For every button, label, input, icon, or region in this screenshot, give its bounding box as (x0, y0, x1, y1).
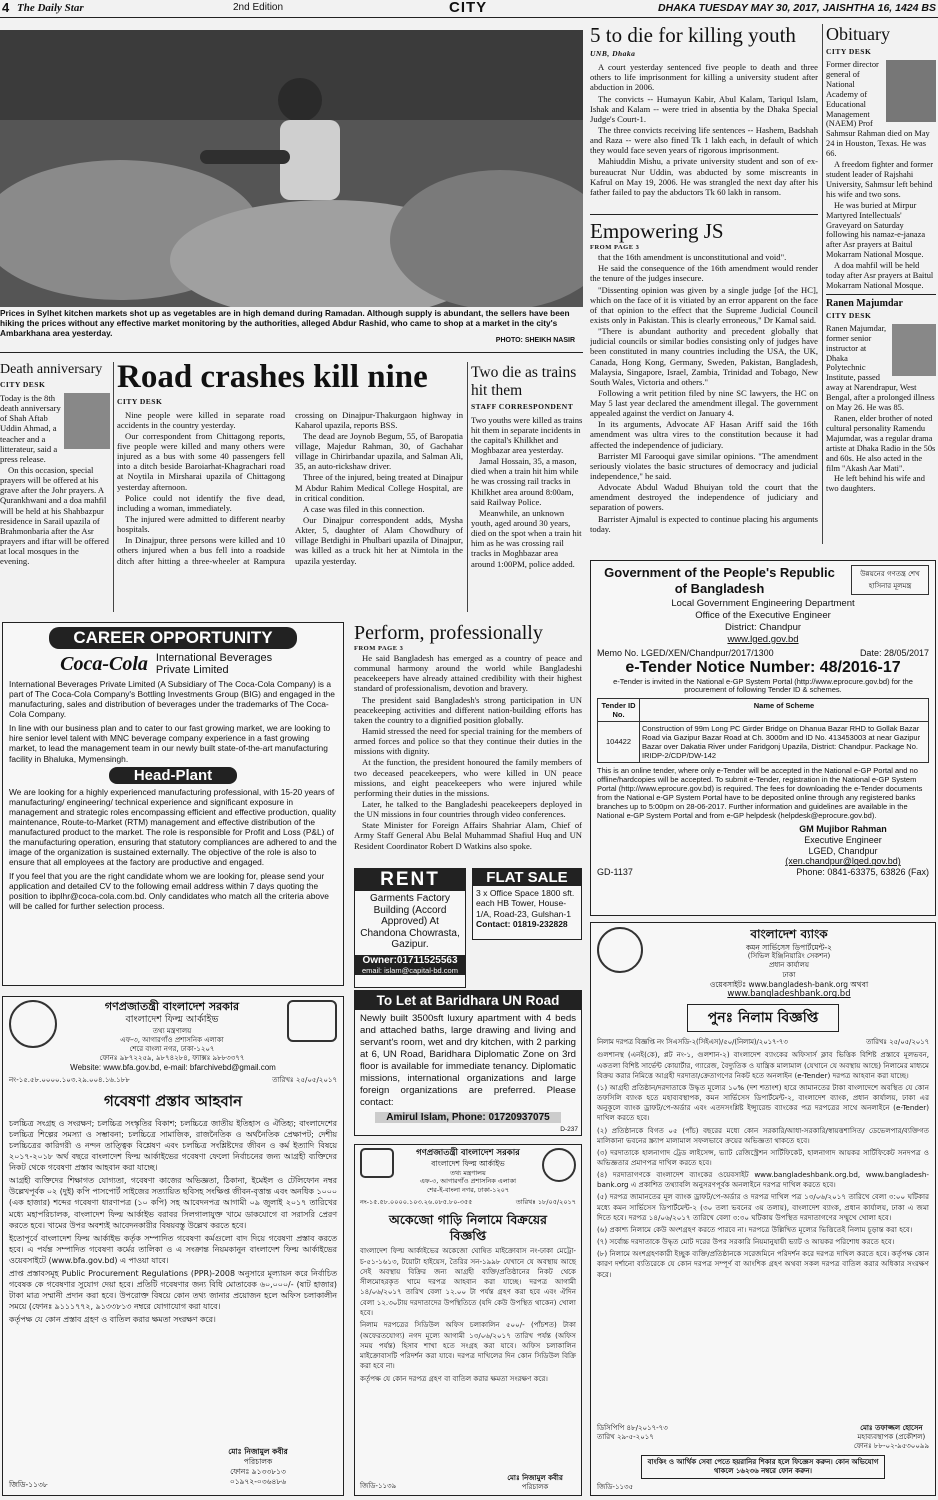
portrait-ranen (892, 324, 936, 376)
bfa2-addr: এফ-৩, আগারগাঁও প্রশাসনিক এলাকা (419, 1177, 517, 1186)
dateline-unb: UNB, Dhaka (590, 49, 636, 59)
para: The convicts -- Humayun Kabir, Abul Kalam, Tariqul Islam, Ishak and Kalam -- were tried in absentia by the Dhaka Special Judge's Court-1. (590, 93, 818, 124)
tender-memo: Memo No. LGED/XEN/Chandpur/2017/1300 (597, 647, 774, 658)
bfa-logo-icon (360, 1148, 394, 1178)
rent-owner: Owner:01711525563 (355, 955, 465, 966)
para: Our correspondent from Chittagong reports, five people were killed and many others were injured as a bus with some 40 passengers fell into a ditch beside Baroiarhat-Khagrachari road at Noytila in Mirsharai upazila of Chittagong yesterday afternoon. (117, 430, 285, 492)
para: He was buried at Mirpur Martyred Intellectuals' Graveyard on Saturday following his namaz-e-janaza after Asr prayers at Baitul Mokarram National Mosque. (826, 200, 926, 260)
para: Advocate Abdul Wadud Bhuiyan told the court that the amendment destroyed the independence of judiciary and separation of powers. (590, 482, 818, 513)
bfa-gov: গণপ্রজাতন্ত্রী বাংলাদেশ সরকার (104, 1000, 240, 1013)
portrait-sahmsur (886, 60, 936, 122)
tender-office (597, 598, 929, 646)
tender-date: Date: 28/05/2017 (859, 647, 929, 658)
sign-line: পরিচালক (521, 1482, 549, 1491)
para: that the 16th amendment is unconstitutional and void". (598, 252, 787, 263)
company-name: International Beverages Private Limited (155, 652, 273, 676)
death-anniv-desk: CITY DESK (0, 380, 46, 389)
bb-city: ঢাকা (782, 970, 796, 979)
bfa-addr: এফ-৩, আগারগাঁও প্রশাসনিক এলাকা (120, 1035, 224, 1044)
edition: 2nd Edition (233, 2, 284, 13)
bfa2-code: জিডি-১১৩৯ (360, 1482, 397, 1490)
flat-text: 3 x Office Space 1800 sft. each HB Tower, House-1/A, Road-23, Gulshan-1 (476, 888, 575, 919)
headline-obituary: Obituary (826, 24, 890, 44)
bangladesh-bank-logo-icon (597, 927, 643, 973)
sign-line: Executive Engineer (804, 834, 882, 845)
para: Meanwhile, an unknown youth, aged around 30 years, died on the spot when a train hit him as he was crossing rail tracks in Moghbazar area around 1:00PM, police added. (471, 507, 582, 569)
career-p4: If you feel that you are the right candidate whom we are looking for, please send your application and detailed CV to the following email address within 7 days quoting the position to ibplhr@coca-cola.com.bd. Only candidates who match all the criteria above will be called for further selection process. (9, 871, 329, 912)
tender-seal: উন্নয়নের গণতন্ত্র শেখ হাসিনার মূলমন্ত্র (851, 565, 929, 595)
bfa2-signature (495, 1474, 575, 1492)
bb-body (597, 1050, 929, 1279)
paper-name: The Daily Star (17, 2, 84, 14)
rule (0, 352, 583, 353)
para: Former director general of National Academy of Educational Management (NAEM) Prof Sahmsur Rahman died on May 24 in Houston, Texas. He was 66. (826, 60, 930, 159)
para: (৫) দরপত্র জামানতের মূল ব্যাংক ড্রাফট/পে-অর্ডার ও দরপত্র দাখিল পত্র ১৩/০৬/২০১৭ তারিখে বেলা ৩:০০ ঘটিকার মধ্যে কমন সার্ভিসেস ডিপার্টমেন্ট-২ (৩০ তলা ভবনের ৩য় তলায়), বাংলাদেশ ব্যাংক, প্রধান কার্যালয়, ঢাকা এ জমা দিতে হবে। দরপত্র ১৪/০৬/২০১৭ তারিখে বেলা ৩:৩০ ঘটিকায় উপস্থিত দরদাতাগণের সম্মুখে খোলা হবে। (597, 1192, 929, 1222)
tender-intro: e-Tender is invited in the National e-GP System Portal (http://www.eprocure.gov.bd) for the procurement of following Tender ID & schemes. (613, 676, 913, 695)
vegetable-seller-image (0, 30, 583, 307)
bfa-signature (193, 1447, 323, 1488)
body-road-crashes (117, 410, 463, 612)
para: In its arguments, Advocate AF Hasan Ariff said the 16th amendment was ultra vires to the constitution because it had affected the independence of judiciary. (590, 419, 818, 450)
tender-line: Office of the Executive Engineer (695, 610, 831, 622)
para: বাংলাদেশ ফিল্ম আর্কাইভের অকেজো ঘোষিত মাইক্রোবাস নং-ঢাকা মেট্রো-চ-৫১-১৬১৩, টয়োটা হাইয়েস, তৈরির সন-১৯৯৮ যেখানে যে অবস্থায় আছে সেই অবস্থায় বিক্রির জন্য আগ্রহী ব্যক্তি/প্রতিষ্ঠানের নিকট থেকে সীলমোহরকৃত খামে দরপত্র আহবান করা যাচ্ছে। দরপত্র আগামী ১৪/০৬/২০১৭ তারিখ বেলা ১২.০০ টা পর্যন্ত গ্রহণ করা হবে এবং ঐদিন বেলা ১২.৩০টায় দরদাতাদের উপস্থিতিতে (যদি কেউ উপস্থিত থাকেন) খোলা হবে। (360, 1246, 576, 1318)
body-perform (354, 653, 582, 851)
headline-two-die: Two die as trains hit them (471, 364, 577, 399)
para: On this occasion, special prayers will be offered at his grave after the Johr prayers. A Qurankhwani and a doa mahfil will be held at his Shahbazpur residence in Sarail upazila of Brahmonbaria after the Asr prayers and iftar will be offered at local mosques in the evening. (0, 464, 109, 567)
para: Following a writ petition filed by nine SC lawyers, the HC on May 5 last year declared the amendment illegal. The government appealed against the verdict on January 4. (590, 387, 818, 419)
sign-name: মোঃ নিজামুল কবীর (507, 1473, 563, 1482)
obituary-desk-2: CITY DESK (826, 310, 872, 320)
bb-sub: (সিভিল ইঞ্জিনিয়ারিং সেকশন) (747, 952, 831, 961)
photo-credit: PHOTO: SHEIKH NASIR (495, 336, 575, 344)
para: He said the consequence of the 16th amendment would render the tenure of the judges insecure. (590, 263, 818, 284)
flat-head: FLAT SALE (473, 869, 581, 886)
para: (৬) প্রকাশ্য নিলামে কেউ অংশগ্রহণ করতে পারবে না। দরপত্রে উল্লিখিত মূল্যের ভিত্তিতেই নিলাম চূড়ান্ত করা হবে। (597, 1224, 913, 1234)
bb-ref: তারিখ ২৯-৫-২০১৭ (597, 1432, 654, 1441)
para: "Dissenting opinion was given by a single judge [of the HC], which on the face of it is vitiated by an error apparent on the face of that opinion to the effect that the Supreme Judicial Council exists only in Pakistan. This is clearly erroneous," Dr Kamal said. (590, 284, 818, 325)
bb-memo: নিলাম দরপত্র বিজ্ঞপ্তি নং সিএসডি-২(সিইএস)/৫০/(নিলাম)/২০১৭-৭৩ (597, 1038, 788, 1047)
tender-link[interactable]: www.lged.gov.bd (727, 633, 799, 645)
bb-org: বাংলাদেশ ব্যাংক (750, 927, 828, 941)
para: The president said Bangladesh's strong participation in UN peacekeeping activities and different nation-building efforts has taken the country to a dignified position globally. (354, 694, 582, 725)
para: ইতোপূর্বে বাংলাদেশ ফিল্ম আর্কাইভ কর্তৃক সম্পাদিত গবেষণা কর্মগুলো বাদ দিয়ে গবেষণা প্রস্তাব করতে হবে। এ পর্যন্ত সম্পাদিত গবেষণা কর্মের তালিকা ও এ সংক্রান্ত নিয়মকানুন বাংলাদেশ ফিল্ম আর্কাইভের ওয়েবসাইটে (www.bfa.gov.bd) এ পাওয়া যাবে। (9, 1233, 337, 1265)
ad-bfa-research (2, 996, 344, 1496)
road-desk: CITY DESK (117, 396, 163, 406)
column-rule (113, 362, 114, 612)
tender-line: Local Government Engineering Department (671, 598, 855, 610)
tender-notice: e-Tender Notice Number: 48/2016-17 (625, 658, 901, 676)
article-two-die (471, 364, 583, 614)
bfa-logo-icon (287, 1000, 337, 1042)
sign-line: মহাব্যবস্থাপক (প্রকৌশল) (857, 1432, 926, 1441)
career-p3: We are looking for a highly experienced manufacturing professional, with 15-20 years of manufacturing/ engineering/ technical experience and significant exposure in management and strategic roles encompassing efficient and effective production, quality maintenance, Route-to-Market (RTM) management and effective distribution of the manufactured product to the market. The role is responsible for Profit and Loss (P&L) of the manufacturing operation, ensuring that statutory compliances are adhered to and the image of the organization is sustained externally. The objective of the role is also to ensure that all employees at the factory are productive and engaged. (9, 786, 337, 868)
bfa2-org: বাংলাদেশ ফিল্ম আর্কাইভ (431, 1159, 505, 1169)
tolet-text: Newly built 3500sft luxury apartment with 4 beds and attached baths, large drawing and living and servant's room, wet and dry kitchen, with 2 parking at 6, UN Road, Baridhara Diplomatic Zone on 3rd floor is available for immediate tenancy. Diplomatic missions, international organizations and large foreign organizations are preferred. Please contact: (360, 1013, 576, 1108)
sign-name: মোঃ নিজামুল কবীর (228, 1446, 288, 1456)
bfa2-date: তারিখঃ ১৮/০৫/২০১৭ (515, 1198, 576, 1207)
para: In Dinajpur, three persons were killed and 10 others injured when a bus fell into a roadside ditch after hitting a three-wheeler at Rampura crossing on Dinajpur-Thakurgaon highway in Kaharol upazila, reports BSS. (117, 409, 463, 566)
sign-name: মোঃ তফাজ্জল হোসেন (860, 1423, 923, 1432)
bfa-city: শেরে বাংলা নগর, ঢাকা-১২০৭ (129, 1044, 215, 1053)
para: He said Bangladesh has emerged as a country of peace and communal harmony around the world while Bangladeshi peacekeepers have already attained credibility with their highest standard of professionalism, devotion and bravery. (354, 653, 582, 694)
perform-from: FROM PAGE 3 (354, 645, 404, 652)
sign-line: ফোনঃ ৯১৩৩৮১৩ (230, 1466, 286, 1476)
headline-death-anniversary: Death anniversary (0, 362, 103, 377)
td-id: 104422 (598, 721, 640, 762)
th-scheme: Name of Scheme (640, 698, 929, 721)
para: আগ্রহী ব্যক্তিদের শিক্ষাগত যোগ্যতা, গবেষণা কাজের অভিজ্ঞতা, ঠিকানা, ইমেইল ও টেলিফোন নম্বর উল্লেখপূর্বক ০২ (দুই) কপি পাসপোর্ট সাইজের সত্যায়িত ছবিসহ সংক্ষিপ্ত জীবন-বৃত্তান্ত এবং অনধিক ১০০০ (এক হাজার) শব্দের গবেষণা ধারণাপত্র (১০ কপি) সহ আবেদনপত্র আগামী ০৯ জুলাই ২০১৭ তারিখের মধ্যে মহাপরিচালক, বাংলাদেশ ফিল্ম আর্কাইভ বরাবর সিলগালাযুক্ত খামে ডাকযোগে বা সরাসরি প্রেরণ করতে হবে। খামের উপর অবশ্যই আবেদনকারীর বিষয়বস্তু উল্লেখ করতে হবে। (9, 1176, 337, 1230)
para: Mahiuddin Mishu, a private university student and son of ex-bureaucrat Nur Uddin, was abducted by some miscreants in Kafrul on May 19, 2006. He was strangled the next day after his father failed to pay the abductors Tk 60 lakh in ransom. (590, 156, 818, 197)
bb-signature (854, 1424, 929, 1451)
para: "There is abundant authority and precedent globally that judicial councils or similar bodies consisting only of judges have been constituted in many countries including the USA, the UK, Canada, Hong Kong, Germany, Sweden, Pakistan, Bangladesh, Malaysia, Singapore, Israel, Zambia, Trinidad and Tobago, New South Wales, Victoria and others." (590, 326, 818, 387)
tolet-code: D-237 (560, 1126, 578, 1133)
article-perform (354, 622, 582, 856)
para: (৪) দরদাতাগণকে বাংলাদেশ ব্যাংকের ওয়েবসাইট www.bangladeshbank.org.bd, www.bangladesh-bank.org এ প্রকাশিত তথ্যাবলি অনুসরণপূর্বক অনলাইনে দরপত্র দাখিল করতে হবে। (597, 1170, 929, 1190)
bb-title: পুনঃ নিলাম বিজ্ঞপ্তি (687, 1004, 839, 1032)
section-name: CITY (449, 0, 488, 16)
career-header: CAREER OPPORTUNITY (49, 627, 297, 649)
two-die-desk: STAFF CORRESPONDENT (471, 401, 574, 411)
para: (৩) দরদাতাকে হালনাগাদ ট্রেড লাইসেন্স, ভ্যাট রেজিস্ট্রেশন সার্টিফিকেট, হালনাগাদ আয়কর সার্টিফিকেট সনদপত্র ও অভিজ্ঞতার প্রমাণপত্র দাখিল করতে হবে। (597, 1147, 929, 1167)
tender-signature (757, 824, 929, 867)
para: Jamal Hossain, 35, a mason, died when a train hit him while he was crossing rail tracks in Khilkhet area around 8:00am, said Railway Police. (471, 456, 579, 507)
obituary-name-2: Ranen Majumdar (826, 297, 903, 309)
para: Police could not identify the five dead, including a woman, immediately. (117, 492, 285, 513)
headline-perform: Perform, professionally (354, 622, 543, 644)
tender-gov: Government of the People's Republic of Bangladesh (604, 565, 835, 596)
column-rule (822, 24, 823, 544)
coca-cola-logo: Coca-Cola (60, 652, 148, 675)
para: (১) আগ্রহী প্রতিষ্ঠান/দরদাতাকে উদ্ধৃত মূল্যের ১০% (দশ শতাংশ) হারে জামানতের টাকা বাংলাদেশে অবস্থিত যে কোন তফসিলি ব্যাংক হতে মহাব্যবস্থাপক, কমন সার্ভিসেস ডিপার্টমেন্ট-২, বাংলাদেশ ব্যাংক, প্রধান কার্যালয়, ঢাকা এর অনুকূলে ব্যাংক ড্রাফট/পে-অর্ডার এবং এতদসংশ্লিষ্ট ইন্স্যুরেন্ড ব্যাংকের পত্র দরপত্রের সাথে অনলাইনে (e-Tender) দাখিল করতে হবে। (597, 1082, 929, 1123)
bfa-memo: নং-১৫.৫৮.০০০০.১০৩.২৯.০০৪.১৬.১৮৮ (9, 1076, 130, 1085)
rule (590, 214, 818, 215)
sign-line: LGED, Chandpur (808, 845, 878, 856)
bfa-date: তারিখঃ ২৫/০৫/২০১৭ (272, 1076, 337, 1085)
sign-name: GM Mujibor Rahman (799, 823, 887, 834)
masthead (0, 0, 938, 18)
th-id: Tender ID No. (598, 698, 640, 721)
bfa2-title-1: অকেজো গাড়ি নিলামে বিক্রয়ের (389, 1212, 547, 1228)
tender-notes: This is an online tender, where only e-Tender will be accepted in the National e-GP Portal and no offline/hardcopies will be accepted. To submit e-Tender, registration in the National e-GP System Portal (http://www.eprocure.gov.bd) is required. The fees for downloading the e-Tender documents from the National e-GP System Portal have to be deposited online through any registered banks branches up to 5:00pm on 28-06-2017. Further information and guidelines are available in the National e-GP System Portal and from e-GP helpdesk (helpdesk@eprocure.gov.bd). (597, 765, 923, 820)
rent-text: Garments Factory Building (Accord Approved) At Chandona Chowrasta, Gazipur. (360, 893, 460, 950)
para: The injured were admitted to different nearby hospitals. (117, 514, 285, 535)
career-p2: In line with our business plan and to cater to our fast growing market, we are looking to hire senior level talent with MNC beverage company experience in a fast growing market, to lead the management team in our newly built state-of-the-art manufacturing facility in Bhaluka, Mymensingh. (9, 723, 331, 764)
body-empowering (590, 252, 818, 534)
para: Nine people were killed in separate road accidents in the country yesterday. (117, 409, 285, 430)
para: (৭) সর্বোচ্চ দরদাতাকে উদ্ধৃত মোট দরের উপর সরকারি নিয়মানুযায়ী ভ্যাট ও আয়কর পরিশোধ করতে হবে। (597, 1237, 895, 1247)
bb-date: তারিখঃ ২৫/০৫/২০১৭ (866, 1038, 929, 1047)
sign-email[interactable]: (xen.chandpur@lged.gov.bd) (785, 856, 901, 867)
tender-phone: Phone: 0841-63375, 63826 (Fax) (796, 867, 929, 878)
bb-code: জিডি-১১৩৫ (597, 1483, 634, 1491)
para: The three convicts receiving life sentences -- Hashem, Badshah and Raza -- were also fined Tk 1 lakh each, in default of which they would face seven years of rigorous imprisonment. (590, 124, 818, 156)
para: State Minister for Foreign Affairs Shahriar Alam, Chief of Army Staff General Abu Belal Muhammad Shafiul Huq and UN Resident Coordinator Robert D Watkins also spoke. (354, 820, 582, 851)
page-number: 4 (2, 0, 10, 15)
column-rule (467, 362, 468, 612)
bfa2-memo: নং-১৫.৫৮.০০০০.১০৩.২৬.০৮৫.৮০-৩৫৫ (360, 1198, 473, 1207)
para: He left behind his wife and two daughters. (826, 474, 925, 494)
bb-helpline-box: বাংকিং ও আর্থিক সেবা পেতে হয়রানির শিকার হলে ফিজ্ঞেস করুন। কোন অভিযোগ থাকলে ১৬২৩৬ নম্বরে ফোন করুন। (641, 1455, 885, 1479)
bfa-web[interactable]: Website: www.bfa.gov.bd, e-mail: bfarchivebd@gmail.com (70, 1063, 276, 1073)
rent-email: email: islam@capital-bd.com (355, 966, 465, 975)
dateline: DHAKA TUESDAY MAY 30, 2017, JAISHTHA 16, 1424 BS (658, 2, 936, 14)
article-obituary (826, 24, 936, 544)
bfa2-title-2: বিজ্ঞপ্তি (449, 1227, 487, 1243)
body-two-die (471, 415, 583, 569)
para: গুলশানস্থ (এনই(কে), প্লট নং-১, গুলশান-২) বাংলাদেশ ব্যাংকের অফিসার্স ক্লাব ভিত্তিক বিশিষ্ট প্রস্তাবে মূলভবন, একতলা বিশিষ্ট সার্ভেন্ট কোয়ার্টার, গ্যারেজ, বৈদ্যুতিক ও যান্ত্রিক মালামাল (যেখানে যে অবস্থায় আছে) নিলামের মাধ্যমে বিক্রয় করার নিমিত্তে আগ্রহী দরদাতা/ক্রেতাগণের নিকট হতে অনলাইন (e-Tender) দরপত্র আহবান করা যাচ্ছে। (597, 1050, 929, 1080)
headline-empowering: Empowering JS (590, 220, 724, 243)
tolet-head: To Let at Baridhara UN Road (355, 991, 581, 1010)
rule (826, 294, 936, 295)
para: At the function, the president honoured the family members of two deceased peacekeepers, who were killed in UN peace missions, and eight peacekeepers who were injured while performing their duties in the missions. (354, 757, 582, 798)
para: Two youths were killed as trains hit them in separate incidents in the capital's Khilkhet and Moghbazar area yesterday. (471, 414, 583, 456)
sign-line: ফোনঃ ৮৮-০২-৯৫৩০০৯৯ (853, 1441, 929, 1450)
para: A doa mahfil will be held today after Asr prayers at Baitul Mokarram National Mosque. (826, 261, 934, 290)
para: Barrister MI Farooqui gave similar opinions. "The amendment seriously violates the basic structures of democracy and judicial independence," he said. (590, 450, 818, 482)
ad-bfa-auction (354, 1144, 582, 1496)
tender-code: GD-1137 (597, 867, 633, 878)
para: The dead are Joynob Begum, 55, of Baropatia village, Majedur Rahman, 30, of Gachahar village in Chirirbandar upazila, and Salman Ali, 35, an auto-rickshaw driver. (295, 430, 463, 472)
bb-office: প্রধান কার্যালয় (769, 961, 809, 970)
headline-road-crashes: Road crashes kill nine (117, 360, 428, 395)
bfa-title: গবেষণা প্রস্তাব আহবান (103, 1092, 243, 1111)
para: (৮) নিলামে অংশগ্রহণকারী ইচ্ছুক ব্যক্তি/প্রতিষ্ঠানকে সরেজমিনে পরিদর্শন করে দরপত্র দাখিল করতে হবে। কর্তৃপক্ষ কোন কারণ দর্শানো ব্যতিরেকে যে কোন দরপত্র সম্পূর্ণ বা আংশিক গ্রহণ অথবা সকল দরপত্র বাতিল করার অধিকার সংরক্ষণ করে। (597, 1249, 929, 1279)
ad-e-tender (590, 560, 936, 916)
career-p1: International Beverages Private Limited (A Subsidiary of The Coca-Cola Company) is a part of The Coca-Cola Company's Bottling Investments Group (BIG) and engaged in the manufacturing, sales and distribution of beverages under the trademarks of The Coca-Cola Company. (9, 679, 335, 720)
body-five-die (590, 62, 818, 197)
ad-rent (354, 868, 466, 988)
table-row (598, 721, 929, 762)
bb-ref: ডিসিপিপি ৪৮/২০১৭-৭৩ (597, 1423, 668, 1432)
para: কর্তৃপক্ষ যে কোন দরপত্র গ্রহণ বা বাতিল করার ক্ষমতা সংরক্ষণ করে। (360, 1373, 548, 1383)
bfa-body (9, 1118, 337, 1325)
para: (২) প্রতিষ্ঠানকে বিগত ০৫ (পাঁচ) বছরের মধ্যে কোন সরকারি/আধা-সরকারি/স্বায়ত্তশাসিত/ ডেভেলপার/ব্যক্তিগত মালিকানা ভবনের স্ক্র্যাপ মালামাল সফলভাবে ক্রয়ের অভিজ্ঞতা থাকতে হবে। (597, 1125, 929, 1145)
article-road-crashes (117, 360, 463, 612)
bfa-org: বাংলাদেশ ফিল্ম আর্কাইভ (125, 1014, 219, 1026)
ad-flat-sale (472, 868, 582, 940)
caption-text: Prices in Sylhet kitchen markets shot up as vegetables are in high demand during Ramadan. Although supply is abundant, the sellers have been hiking the prices without any effective market monitoring by the authorities, alleged Abdur Rashid, who came to shop at a market in the city's Ambarkhana area yesterday. (0, 309, 570, 338)
bfa2-city: শের-ই-বাংলা নগর, ঢাকা-১২০৭ (426, 1185, 510, 1194)
article-empowering (590, 220, 818, 540)
obituary-desk: CITY DESK (826, 47, 872, 56)
sign-line: ০১৯৭২-০৩৬৪৮৬ (229, 1476, 287, 1486)
tolet-contact: Amirul Islam, Phone: 01720937075 (375, 1112, 561, 1123)
td-scheme: Construction of 99m Long PC Girder Bridge on Dhanua Bazar RHD to Gollak Bazar Road via Gazipur Bazar Road at Ch. 3000m and ID No. 413453003 at near Gazipur Bazar over Dakatia River under Faridgonj Upazila, District: Chandpur. Package No. IRIDP-2/CDP/DW-142 (640, 721, 929, 762)
market-photo (0, 30, 583, 307)
para: Hamid stressed the need for special training for the members of armed forces and police so that they continue their duties in the missions with dignity. (354, 725, 582, 757)
govt-seal-icon (9, 1000, 57, 1048)
para: Later, he talked to the Bangladeshi peacekeepers deployed in the UN missions in four countries through video conferences. (354, 798, 582, 820)
tender-line: District: Chandpur (724, 621, 802, 633)
flat-contact: Contact: 01819-232828 (476, 918, 568, 929)
para: A freedom fighter and former student leader of Rajshahi University, Sahmsur left behind his wife and two sons. (826, 160, 934, 199)
para: A case was filed in this connection. (303, 503, 425, 514)
para: Three of the injured, being treated at Dinajpur M Abdur Rahim Medical College Hospital, are in critical condition. (295, 472, 463, 503)
tender-table (597, 698, 929, 763)
para: Our Dinajpur correspondent adds, Mysha Akter, 5, daughter of Alam Chowdhury of village Betdighi in Phulbari upazila of Dinajpur, was killed as a truck hit her at Nimtola in the upazila yesterday. (295, 515, 463, 566)
from-page: FROM PAGE 3 (590, 244, 640, 252)
bb-web2[interactable]: www.bangladeshbank.org.bd (727, 989, 851, 1000)
bfa-phone: ফোনঃ ৯৮৭২২৫৯, ৯৮৭৪২৮৪, ফ্যাক্সঃ ৯৮৮৩৩৭৭ (99, 1053, 245, 1062)
bfa-sub: তথ্য মন্ত্রণালয় (152, 1026, 192, 1035)
rent-head: RENT (355, 869, 465, 891)
portrait-aftab (64, 393, 110, 449)
article-five-die (590, 24, 818, 214)
para: প্রাপ্ত প্রস্তাবসমূহ Public Procurement Regulations (PPR)-2008 অনুসারে মূল্যায়ন করে নির্বাচিত গবেষক কে গবেষণার সুযোগ দেয়া হবে। প্রতিটি গবেষণার জন্য বিধি মোতাবেক ৬০,০০০/- (ষাট হাজার) টাকা মাত্র সম্মানী প্রদান করা হবে। উপরোক্ত বিষয়ে কোন তথ্য জানার প্রয়োজন হলে অফিস চলাকালীন সময়ে (ফোনঃ ৯১১১৭৭২, ৯১৩৩৮১৩ নম্বরে যোগাযোগ করা যাবে। (9, 1268, 337, 1312)
headline-five-die: 5 to die for killing youth (590, 24, 796, 47)
article-death-anniversary (0, 362, 110, 612)
para: Ranen Majumdar, former senior instructor at Dhaka Polytechnic Institute, passed away at Narendrapur, West Bengal, after a prolonged illness on May 26. He was 85. (826, 323, 935, 413)
bb-dept: কমন সার্ভিসেস ডিপার্টমেন্ট-২ (745, 942, 833, 952)
bb-web[interactable]: ওয়েবসাইটঃ www.bangladesh-bank.org অথবা (709, 979, 869, 989)
para: নিলাম দরপত্রের সিডিউল অফিস চলাকালিন ৫০০/- (পাঁচশত) টাকা (অফেরতযোগ্য) নগদ মূল্যে আগামী ১৩/০৬/২০১৭ তারিখ পর্যন্ত (অফিস সময় পর্যন্ত) হিসাব শাখা হতে সংগ্রহ করা যাবে। অফিস চলাকালিন মাইক্রোবাসটি পরিদর্শন করা যাবে। দরপত্র দাখিলের দিন কোন সিডিউল বিক্রি করা হবে না। (360, 1320, 576, 1371)
govt-seal-icon (542, 1148, 576, 1182)
table-header (598, 698, 929, 721)
para: Today is the 8th death anniversary of Shah Aftab Uddin Ahmad, a teacher and a litterateur, said a press release. (0, 393, 61, 464)
para: কর্তৃপক্ষ যে কোন প্রস্তাব গ্রহণ ও বাতিল করার ক্ষমতা সংরক্ষণ করে। (9, 1315, 216, 1325)
ad-to-let (354, 990, 582, 1136)
bfa2-gov: গণপ্রজাতন্ত্রী বাংলাদেশ সরকার (416, 1148, 520, 1158)
bb-refs (597, 1424, 668, 1451)
bfa2-sub: তথ্য মন্ত্রণালয় (450, 1168, 486, 1177)
para: Barrister Ajmalul is expected to continue placing his arguments today. (590, 513, 818, 534)
bfa2-body (360, 1246, 576, 1384)
ad-bangladesh-bank (590, 922, 936, 1496)
para: A court yesterday sentenced five people to death and three others to life imprisonment for killing a university student after abduction in 2006. (590, 62, 818, 93)
photo-caption (0, 309, 583, 345)
role-title: Head-Plant (109, 767, 237, 784)
para: চলচ্চিত্র সংগ্রহ ও সংরক্ষণ; চলচ্চিত্র সংস্কৃতির বিকাশ; চলচ্চিত্রে জাতীয় ইতিহাস ও ঐতিহ্য; বাংলাদেশের চলচ্চিত্র শিল্পের সমস্যা ও সম্ভাবনা; চলচ্চিত্রে সামাজিক, রাজনৈতিক ও অর্থনৈতিক প্রেক্ষাপট; দেশীয় চলচ্চিত্রের কারিগরী ও নন্দন তাত্ত্বিক বিশ্লেষণ এবং চলচ্চিত্র সংশ্লিষ্টদের জীবন ও কর্ম ইত্যাদি বিষয়ে ২০১৭-২০১৮ অর্থ বছরে বাংলাদেশ ফিল্ম আর্কাইভের গবেষণা ফেলো নির্বাচনের জন্য আগ্রহী ব্যক্তিদের নিকট থেকে গবেষণা প্রস্তাব আহবান করা যাচ্ছে। (9, 1119, 337, 1173)
sign-line: পরিচালক (243, 1456, 273, 1466)
bfa-code: জিডি-১১৩৮ (9, 1480, 48, 1489)
ad-career-opportunity (2, 622, 344, 986)
para: Ranen, elder brother of noted cultural personality Ramendu Majumdar, was a regular drama artiste at Dhaka Radio in the 50s and 60s. He also acted in the film "Akash Aar Mati". (826, 414, 936, 473)
